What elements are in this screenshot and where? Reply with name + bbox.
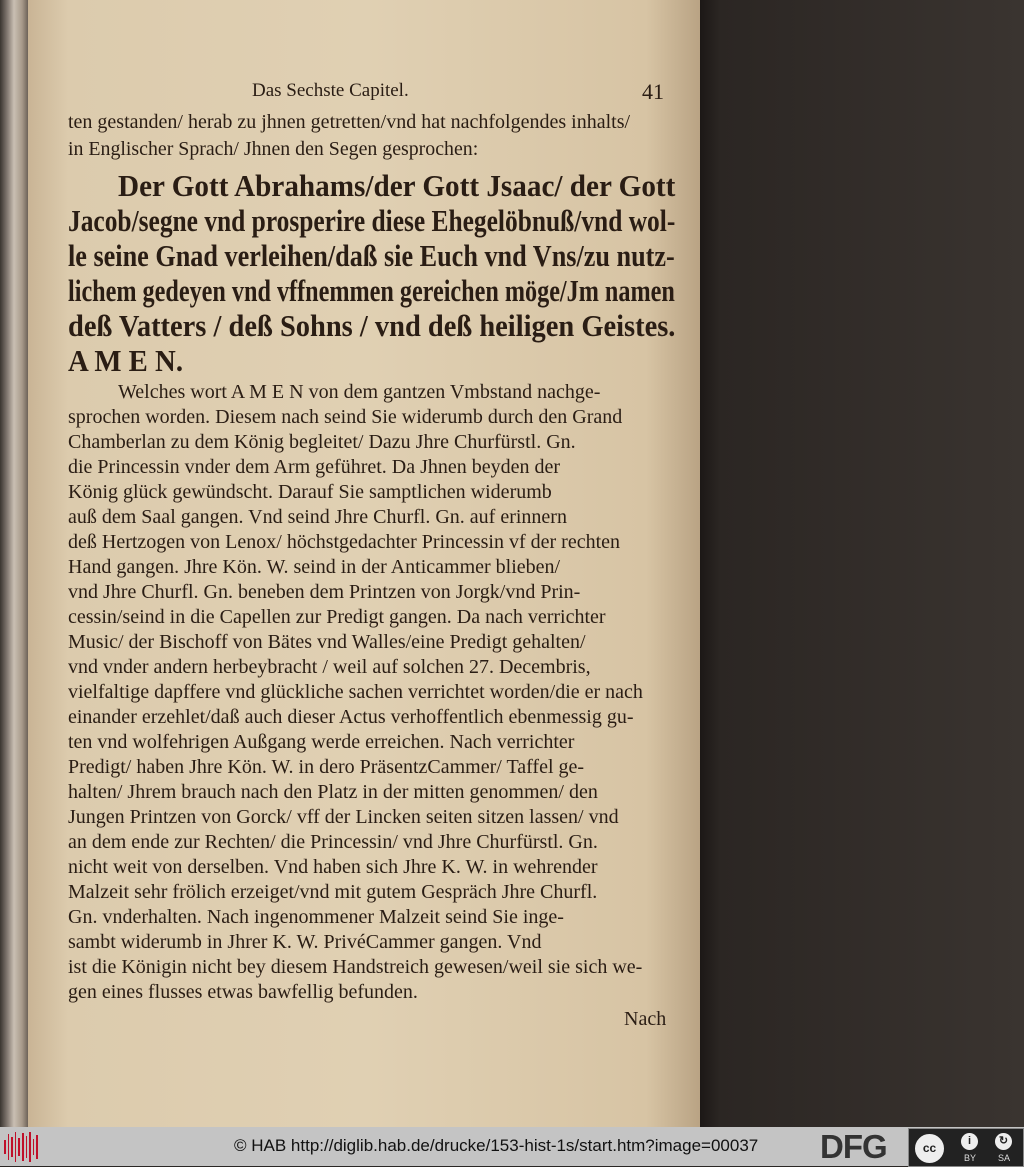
text-line: A M E N. bbox=[68, 343, 183, 378]
text-line: sprochen worden. Diesem nach seind Sie widerumb durch den Grand bbox=[68, 406, 623, 428]
text-line: Nach bbox=[624, 1008, 667, 1030]
text-line: le seine Gnad verleihen/daß sie Euch vnd Vns/zu nutz- bbox=[68, 238, 675, 273]
text-line: in Englischer Sprach/ Jhnen den Segen gesprochen: bbox=[68, 138, 479, 160]
text-line: deß Hertzogen von Lenox/ höchstgedachter Princessin vf der rechten bbox=[68, 531, 621, 553]
text-line: vnd Jhre Churfl. Gn. beneben dem Printzen von Jorgk/vnd Prin- bbox=[68, 581, 581, 603]
cc-icon: cc bbox=[913, 1132, 946, 1165]
text-line: Jungen Printzen von Gorck/ vff der Lincken seiten sitzen lassen/ vnd bbox=[68, 806, 619, 828]
text-line: ist die Königin nicht bey diesem Handstreich gewesen/weil sie sich we- bbox=[68, 956, 643, 978]
text-line: Welches wort A M E N von dem gantzen Vmbstand nachge- bbox=[118, 381, 601, 403]
copyright-link[interactable]: © HAB http://diglib.hab.de/drucke/153-hist-1s/start.htm?image=00037 bbox=[234, 1136, 759, 1155]
text-line: Predigt/ haben Jhre Kön. W. in dero PräsentzCammer/ Taffel ge- bbox=[68, 756, 585, 778]
text-line: auß dem Saal gangen. Vnd seind Jhre Churfl. Gn. auf erinnern bbox=[68, 506, 567, 528]
book-left-edge bbox=[0, 0, 30, 1127]
by-icon: i bbox=[961, 1133, 978, 1150]
hab-logo-icon bbox=[4, 1130, 38, 1163]
text-line: Der Gott Abrahams/der Gott Jsaac/ der Gott bbox=[118, 168, 676, 203]
cc-license-badge[interactable] bbox=[908, 1128, 1024, 1167]
text-line: gen eines flusses etwas bawfellig befunden. bbox=[68, 981, 418, 1003]
text-line: einander erzehlet/daß auch dieser Actus verhoffentlich ebenmessig gu- bbox=[68, 706, 634, 728]
running-header: Das Sechste Capitel. bbox=[252, 80, 409, 101]
text-line: cessin/seind in die Capellen zur Predigt gangen. Da nach verrichter bbox=[68, 606, 606, 628]
text-line: ten gestanden/ herab zu jhnen getretten/vnd hat nachfolgendes inhalts/ bbox=[68, 111, 631, 133]
text-line: lichem gedeyen vnd vffnemmen gereichen möge/Jm namen bbox=[68, 273, 675, 308]
text-line: Chamberlan zu dem König begleitet/ Dazu Jhre Churfürstl. Gn. bbox=[68, 431, 576, 453]
scan-background bbox=[700, 0, 1024, 1127]
text-line: vielfaltige dapffere vnd glückliche sachen verrichtet worden/die er nach bbox=[68, 681, 643, 703]
text-line: Jacob/segne vnd prosperire diese Ehegelöbnuß/vnd wol- bbox=[68, 203, 676, 238]
page-number: 41 bbox=[642, 79, 664, 104]
text-line: deß Vatters / deß Sohns / vnd deß heiligen Geistes. bbox=[68, 308, 676, 343]
text-line: nicht weit von derselben. Vnd haben sich Jhre K. W. in wehrender bbox=[68, 856, 598, 878]
text-line: König glück gewündscht. Darauf Sie samptlichen widerumb bbox=[68, 481, 552, 503]
text-line: vnd vnder andern herbeybracht / weil auf solchen 27. Decembris, bbox=[68, 656, 591, 678]
text-line: Hand gangen. Jhre Kön. W. seind in der Anticammer blieben/ bbox=[68, 556, 561, 578]
text-line: Malzeit sehr frölich erzeiget/vnd mit gutem Gespräch Jhre Churfl. bbox=[68, 881, 598, 903]
text-line: ten vnd wolfehrigen Außgang werde erreichen. Nach verrichter bbox=[68, 731, 575, 753]
text-line: halten/ Jhrem brauch nach den Platz in der mitten genommen/ den bbox=[68, 781, 598, 803]
sa-icon: ↻ bbox=[995, 1133, 1012, 1150]
text-line: Music/ der Bischoff von Bätes vnd Walles/eine Predigt gehalten/ bbox=[68, 631, 586, 653]
by-label: BY bbox=[964, 1153, 977, 1163]
text-line: sambt widerumb in Jhrer K. W. PrivéCammer gangen. Vnd bbox=[68, 931, 542, 953]
footer-bar bbox=[0, 1127, 1024, 1166]
dfg-logo: DFG bbox=[820, 1128, 887, 1165]
text-line: die Princessin vnder dem Arm geführet. Da Jhnen beyden der bbox=[68, 456, 561, 478]
text-line: Gn. vnderhalten. Nach ingenommener Malzeit seind Sie inge- bbox=[68, 906, 564, 928]
sa-label: SA bbox=[998, 1153, 1011, 1163]
text-line: an dem ende zur Rechten/ die Princessin/ vnd Jhre Churfürstl. Gn. bbox=[68, 831, 598, 853]
